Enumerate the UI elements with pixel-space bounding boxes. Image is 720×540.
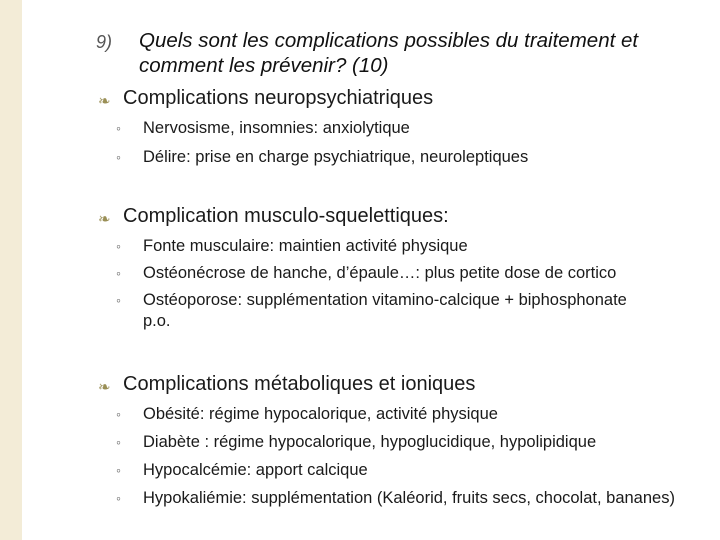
- list-item-text: Ostéoporose: supplémentation vitamino-calcique + biphosphonate p.o.: [143, 291, 627, 330]
- list-item: [98, 236, 698, 257]
- section-musculoskeletal: [98, 204, 698, 332]
- leaf-bullet-icon: ❧: [98, 210, 111, 228]
- section-heading: [98, 86, 698, 110]
- circle-bullet-icon: ◦: [116, 462, 121, 478]
- section-heading-text: Complication musculo-squelettiques:: [123, 205, 449, 227]
- list-item: [98, 118, 698, 139]
- leaf-bullet-icon: ❧: [98, 92, 111, 110]
- item-list: [98, 404, 698, 509]
- section-heading: [98, 372, 698, 396]
- list-item-text: Nervosisme, insomnies: anxiolytique: [143, 119, 410, 137]
- circle-bullet-icon: ◦: [116, 149, 121, 165]
- list-item: [98, 290, 643, 332]
- list-item: [98, 147, 698, 168]
- list-item: [98, 460, 698, 481]
- circle-bullet-icon: ◦: [116, 238, 121, 254]
- item-list: [98, 118, 698, 168]
- section-neuropsychiatric: [98, 86, 698, 168]
- circle-bullet-icon: ◦: [116, 265, 121, 281]
- list-item: [98, 404, 698, 425]
- list-item-text: Hypokaliémie: supplémentation (Kaléorid, fruits secs, chocolat, bananes): [143, 489, 675, 507]
- list-item-text: Diabète : régime hypocalorique, hypoglucidique, hypolipidique: [143, 433, 597, 451]
- section-heading-text: Complications neuropsychiatriques: [123, 87, 434, 109]
- circle-bullet-icon: ◦: [116, 434, 121, 450]
- circle-bullet-icon: ◦: [116, 292, 121, 308]
- circle-bullet-icon: ◦: [116, 120, 121, 136]
- list-item-text: Ostéonécrose de hanche, d’épaule…: plus petite dose de cortico: [143, 264, 617, 282]
- list-item-text: Fonte musculaire: maintien activité physique: [143, 237, 468, 255]
- list-item: [98, 432, 698, 453]
- circle-bullet-icon: ◦: [116, 406, 121, 422]
- question-number: 9): [96, 32, 113, 52]
- section-heading: [98, 204, 698, 228]
- question-title: Quels sont les complications possibles du traitement et comment les prévenir? (10): [139, 29, 639, 77]
- list-item: [98, 263, 698, 284]
- list-item-text: Obésité: régime hypocalorique, activité physique: [143, 405, 498, 423]
- item-list: [98, 236, 698, 332]
- section-metabolic: [98, 372, 698, 509]
- list-item: [98, 488, 703, 509]
- section-heading-text: Complications métaboliques et ioniques: [123, 373, 476, 395]
- list-item-text: Hypocalcémie: apport calcique: [143, 461, 368, 479]
- leaf-bullet-icon: ❧: [98, 378, 111, 396]
- list-item-text: Délire: prise en charge psychiatrique, neuroleptiques: [143, 148, 529, 166]
- circle-bullet-icon: ◦: [116, 490, 121, 506]
